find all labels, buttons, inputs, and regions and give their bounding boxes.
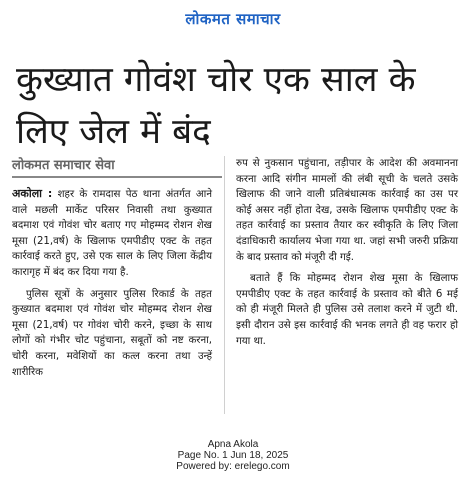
masthead-title: लोकमत समाचार [185,10,281,28]
footer-powered-by: Powered by: erelego.com [176,461,290,472]
page-footer [0,439,466,472]
article-dateline: अकोला : [12,187,53,200]
article-paragraph [12,186,212,281]
column-divider [224,156,225,414]
footer-edition: Apna Akola [207,439,259,450]
paragraph-text: शहर के रामदास पेठ थाना अंतर्गत आने वाले मछली मार्केट परिसर निवासी तथा कुख्यात बदमाश एवं गोवंश चोर बताए गए मोहम्मद रोशन शेख मूसा (21,वर्ष) के खिलाफ एमपीडीए एक्ट के तहत कार्रवाई करते हुए, उसे एक साल के लिए जिला केंद्रीय कारागृह में बंद कर दिया गया है. [12,189,212,278]
article-column-left [12,186,212,380]
article-headline: कुख्यात गोवंश चोर एक साल के लिए जेल में बंद [16,60,416,152]
footer-page-info: Page No. 1 Jun 18, 2025 [177,450,289,461]
article-byline: लोकमत समाचार सेवा [12,155,222,178]
article-paragraph: रुप से नुकसान पहुंचाना, तड़ीपार के आदेश की अवमानना करना आदि संगीन मामलों की लंबी सूची के चलते उसके खिलाफ की जाने वाली प्रतिबंधात्मक कार्रवाई का उस पर कोई असर नहीं होता देख, उसके खिलाफ एमपीडीए एक्ट के तहत कार्रवाई का प्रस्ताव तैयार कर स्वीकृति के लिए जिला दंडाधिकारी कार्यालय भेजा गया था. जहां सभी जरुरी प्रक्रिया के बाद प्रस्ताव को मंजूरी दी गई. [236,158,458,263]
article-column-right [236,156,458,349]
article-paragraph: पुलिस सूत्रों के अनुसार पुलिस रिकार्ड के तहत कुख्यात बदमाश एवं गोवंश चोर मोहम्मद रोशन शेख मूसा (21,वर्ष) पर गोवंश चोरी करने, इच्छा के साथ लोगों को गंभीर चोट पहुंचाना, सबूतों को नष्ट करना, चोरी करना, मवेशियों का कत्ल करना तथा उन्हें शारीरिक [12,288,212,378]
article-paragraph: बताते हैं कि मोहम्मद रोशन शेख मूसा के खिलाफ एमपीडीए एक्ट के तहत कार्रवाई के प्रस्ताव को बीते 6 मई को ही मंजूरी मिलते ही पुलिस उसे तलाश करने में जुटी थी. इसी दौरान उसे इस कार्रवाई की भनक लगते ही वह फरार हो गया था. [236,273,458,347]
byline-row [12,155,222,178]
